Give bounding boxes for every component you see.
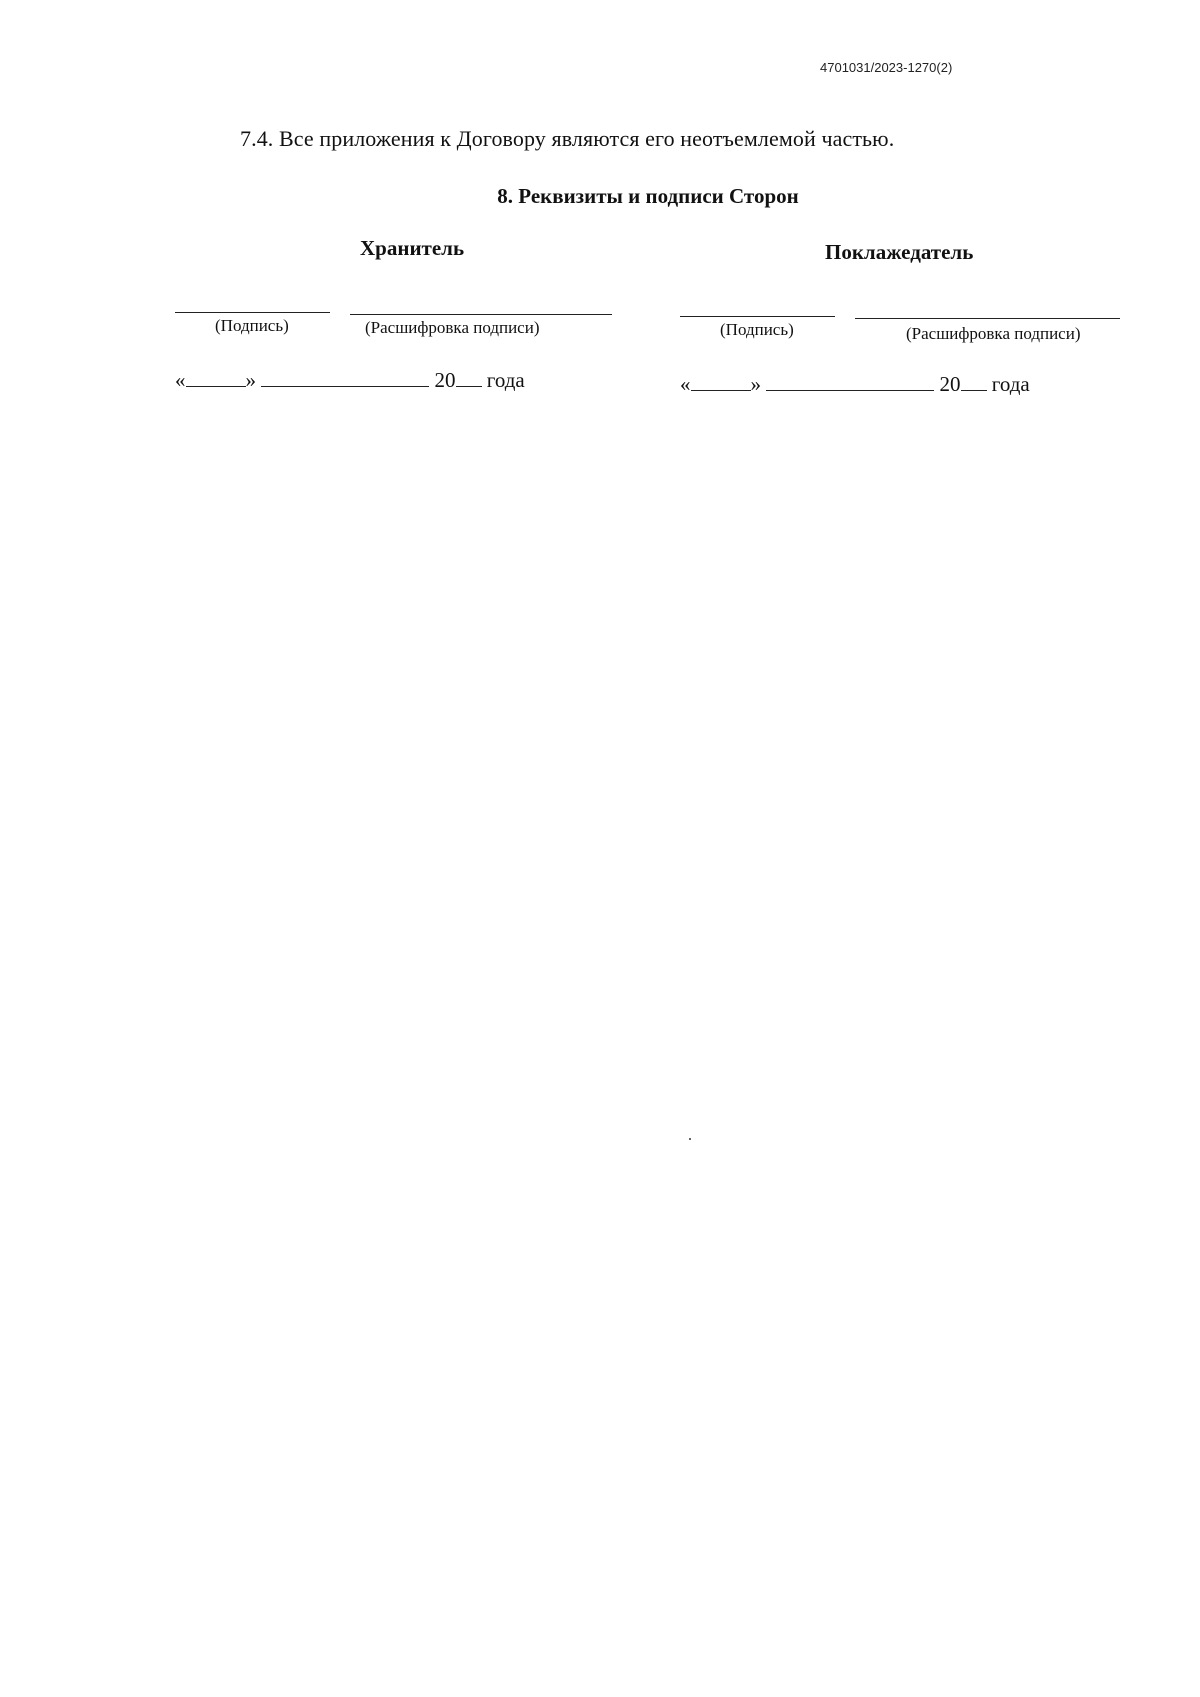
scan-artifact-dot: [689, 1138, 691, 1140]
party-title-depositor: Поклажедатель: [825, 240, 974, 264]
signature-label: (Подпись): [215, 316, 289, 335]
year-blank: [456, 368, 482, 387]
month-blank: [766, 372, 934, 391]
year-prefix: 20: [939, 372, 961, 396]
section-8-title: 8. Реквизиты и подписи Сторон: [497, 184, 799, 208]
date-close-quote: »: [750, 372, 761, 396]
date-close-quote: »: [245, 368, 256, 392]
signature-label: (Подпись): [720, 320, 794, 339]
year-suffix: года: [991, 372, 1030, 396]
year-prefix: 20: [434, 368, 456, 392]
signature-line: [680, 316, 835, 317]
date-open-quote: «: [175, 368, 186, 392]
year-blank: [961, 372, 987, 391]
clause-7-4: 7.4. Все приложения к Договору являются его неотъемлемой частью.: [240, 126, 895, 151]
day-blank: [691, 372, 751, 391]
signature-line: [175, 312, 330, 313]
month-blank: [261, 368, 429, 387]
year-suffix: года: [486, 368, 525, 392]
date-row: [175, 368, 525, 393]
decryption-label: (Расшифровка подписи): [906, 324, 1081, 343]
decryption-line: [855, 318, 1120, 319]
date-row: [680, 372, 1030, 397]
document-number: 4701031/2023-1270(2): [820, 60, 953, 75]
day-blank: [186, 368, 246, 387]
decryption-line: [350, 314, 612, 315]
party-title-custodian: Хранитель: [360, 236, 465, 260]
date-open-quote: «: [680, 372, 691, 396]
decryption-label: (Расшифровка подписи): [365, 318, 540, 337]
